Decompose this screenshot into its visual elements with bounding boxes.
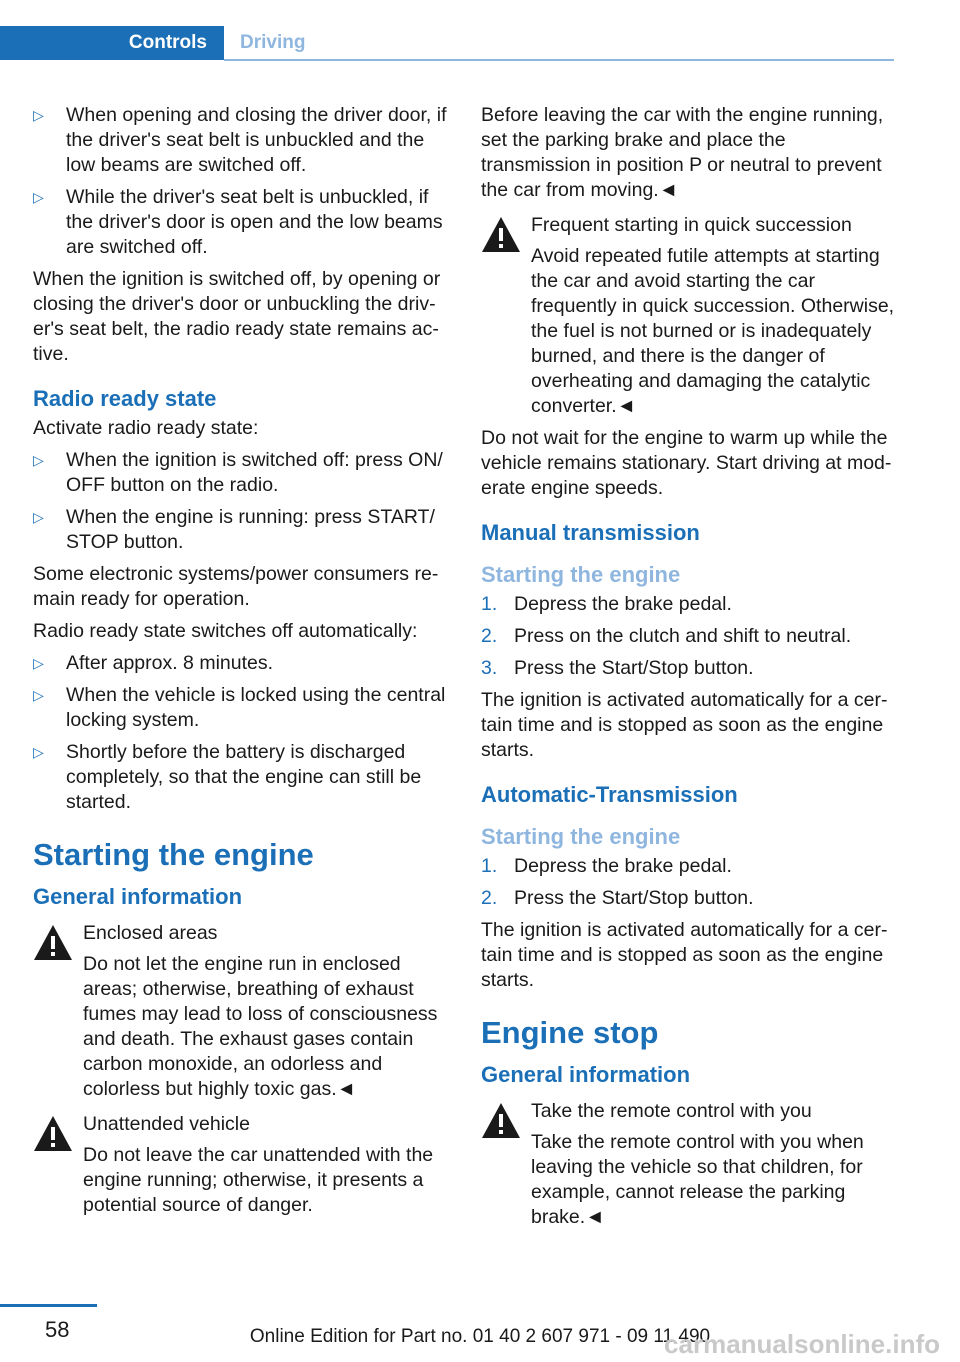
warning-triangle-icon <box>481 216 521 253</box>
list-item-text: When the vehicle is locked using the central locking system. <box>66 684 446 731</box>
step-item <box>481 592 897 617</box>
bullet-icon: ▷ <box>33 744 44 760</box>
step-text: Depress the brake pedal. <box>514 593 732 615</box>
warning-block <box>481 213 897 419</box>
paragraph: Some electronic systems/power consumers remain ready for operation. <box>33 563 439 610</box>
paragraph: Activate radio ready state: <box>33 417 259 439</box>
header-bar <box>0 26 894 62</box>
paragraph: The ignition is activated automatically for a certain time and is stopped as soon as the engine starts. <box>481 919 888 991</box>
warning-block <box>33 1112 451 1218</box>
header-divider <box>224 59 894 61</box>
step-text: Depress the brake pedal. <box>514 855 732 877</box>
warning-text: Do not leave the car unattended with the engine running; otherwise, it presents a potential source of danger. <box>83 1144 434 1216</box>
footer-divider <box>0 1304 97 1307</box>
bullet-icon: ▷ <box>33 687 44 703</box>
warning-triangle-icon <box>33 924 73 961</box>
heading-manual-transmission: Manual transmission <box>481 520 700 545</box>
list-item <box>33 505 451 555</box>
watermark: carmanualsonline.info <box>664 1329 940 1359</box>
list-item-text: When the engine is running: press START/ STOP button. <box>66 506 435 553</box>
bullet-icon: ▷ <box>33 452 44 468</box>
list-item-text: After approx. 8 minutes. <box>66 652 274 674</box>
left-column <box>33 103 451 1225</box>
list-item-text: When opening and closing the driver door, if the driver's seat belt is unbuckled and the low beams are switched off. <box>66 104 447 176</box>
page-number: 58 <box>45 1317 70 1342</box>
tab-driving[interactable]: Driving <box>240 32 306 53</box>
tab-controls[interactable]: Controls <box>0 26 224 60</box>
list-item <box>33 740 451 815</box>
step-number: 1. <box>481 855 498 877</box>
heading-starting-the-engine: Starting the engine <box>33 837 314 872</box>
warning-title: Enclosed areas <box>83 922 218 944</box>
bullet-icon: ▷ <box>33 655 44 671</box>
step-text: Press the Start/Stop button. <box>514 657 754 679</box>
list-item <box>33 185 451 260</box>
list-item-text: When the ignition is switched off: press ON/ OFF button on the radio. <box>66 449 443 496</box>
warning-text: Do not let the engine run in enclosed areas; otherwise, breathing of exhaust fumes may lead to loss of consciousness and death. The exhaust gases contain carbon monoxide, an odorless and colorless but highly toxic gas.◄ <box>83 953 438 1100</box>
step-item <box>481 886 897 911</box>
warning-title: Take the remote control with you <box>531 1100 812 1122</box>
paragraph: The ignition is activated automatically for a certain time and is stopped as soon as the engine starts. <box>481 689 888 761</box>
step-item <box>481 624 897 649</box>
heading-engine-stop: Engine stop <box>481 1015 659 1050</box>
paragraph: Do not wait for the engine to warm up while the vehicle remains stationary. Start driving at moderate engine speeds. <box>481 427 892 499</box>
bullet-icon: ▷ <box>33 189 44 205</box>
step-number: 3. <box>481 657 498 679</box>
step-item <box>481 854 897 879</box>
warning-triangle-icon <box>481 1102 521 1139</box>
warning-triangle-icon <box>33 1115 73 1152</box>
step-text: Press the Start/Stop button. <box>514 887 754 909</box>
bullet-icon: ▷ <box>33 509 44 525</box>
warning-block <box>33 921 451 1102</box>
paragraph: Before leaving the car with the engine running, set the parking brake and place the transmission in position P or neutral to prevent the car from moving.◄ <box>481 104 884 201</box>
right-column <box>481 103 897 1237</box>
step-number: 2. <box>481 625 498 647</box>
list-item-text: While the driver's seat belt is unbuckled, if the driver's door is open and the low beams are switched off. <box>66 186 443 258</box>
warning-block <box>481 1099 897 1230</box>
heading-automatic-transmission: Automatic-Transmission <box>481 782 738 807</box>
list-item <box>33 103 451 178</box>
edition-text: Online Edition for Part no. 01 40 2 607 971 - 09 11 490 <box>249 1326 711 1347</box>
heading-general-information: General information <box>481 1062 691 1087</box>
subheading-starting-the-engine: Starting the engine <box>481 562 681 587</box>
step-number: 1. <box>481 593 498 615</box>
paragraph: When the ignition is switched off, by opening or closing the driver's door or unbuckling the driver's seat belt, the radio ready state remains active. <box>33 268 441 365</box>
step-text: Press on the clutch and shift to neutral. <box>514 625 852 647</box>
heading-radio-ready-state: Radio ready state <box>33 386 217 411</box>
list-item <box>33 448 451 498</box>
list-item <box>33 651 451 676</box>
bullet-icon: ▷ <box>33 107 44 123</box>
list-item <box>33 683 451 733</box>
paragraph: Radio ready state switches off automatically: <box>33 620 418 642</box>
warning-text: Avoid repeated futile attempts at starting the car and avoid starting the car frequently in quick succession. Otherwise, the fuel is not burned or is inadequately burned, and there is the danger of overheating and damaging the catalytic converter.◄ <box>531 245 895 417</box>
warning-title: Frequent starting in quick succession <box>531 214 852 236</box>
subheading-starting-the-engine: Starting the engine <box>481 824 681 849</box>
step-item <box>481 656 897 681</box>
heading-general-information: General information <box>33 884 243 909</box>
step-number: 2. <box>481 887 498 909</box>
list-item-text: Shortly before the battery is discharged completely, so that the engine can still be started. <box>66 741 422 813</box>
warning-title: Unattended vehicle <box>83 1113 250 1135</box>
warning-text: Take the remote control with you when leaving the vehicle so that children, for example, cannot release the parking brake.◄ <box>531 1131 864 1228</box>
